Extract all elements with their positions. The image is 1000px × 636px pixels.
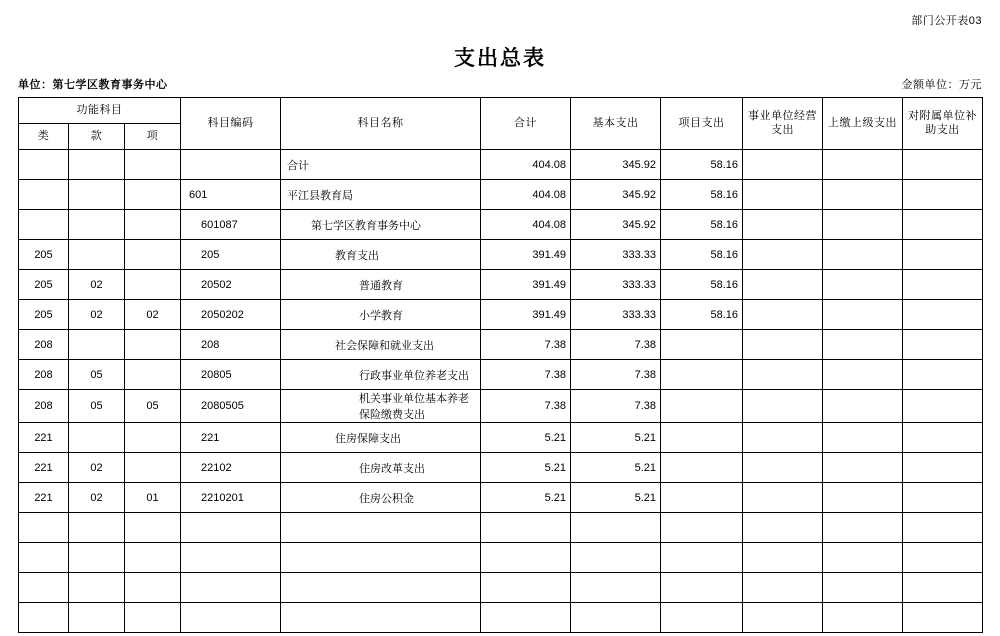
cell-project [661,453,743,483]
table-row [19,360,983,390]
cell-total [481,543,571,573]
cell-xiang [125,150,181,180]
cell-total: 404.08 [481,210,571,240]
cell-code: 208 [181,330,281,360]
cell-total [481,573,571,603]
table-row [19,423,983,453]
table-row [19,270,983,300]
cell-subsidy [903,150,983,180]
cell-subsidy [903,573,983,603]
cell-basic: 333.33 [571,270,661,300]
cell-name [281,573,481,603]
cell-business [743,543,823,573]
cell-upper [823,150,903,180]
cell-basic: 7.38 [571,360,661,390]
cell-code: 20805 [181,360,281,390]
cell-project: 58.16 [661,270,743,300]
cell-kuan [69,513,125,543]
cell-subsidy [903,210,983,240]
cell-basic [571,603,661,633]
cell-code: 2080505 [181,390,281,423]
cell-project: 58.16 [661,180,743,210]
cell-kuan [69,150,125,180]
header-basic: 基本支出 [571,98,661,150]
cell-upper [823,300,903,330]
cell-subsidy [903,360,983,390]
cell-subsidy [903,603,983,633]
cell-name [281,603,481,633]
document-meta [18,76,982,92]
cell-basic: 345.92 [571,210,661,240]
cell-xiang [125,330,181,360]
cell-business [743,423,823,453]
cell-kuan [69,330,125,360]
cell-total: 7.38 [481,330,571,360]
cell-total: 391.49 [481,270,571,300]
cell-name: 社会保障和就业支出 [281,330,481,360]
header-kuan: 款 [69,124,125,150]
cell-code: 2210201 [181,483,281,513]
cell-upper [823,240,903,270]
cell-basic: 5.21 [571,423,661,453]
cell-project: 58.16 [661,240,743,270]
cell-subsidy [903,240,983,270]
cell-kuan [69,210,125,240]
cell-xiang: 05 [125,390,181,423]
amount-unit-label: 金额单位：万元 [901,79,982,91]
cell-kuan: 02 [69,270,125,300]
cell-lei [19,573,69,603]
cell-lei [19,543,69,573]
cell-upper [823,270,903,300]
cell-total [481,513,571,543]
header-upper: 上缴上级支出 [823,98,903,150]
cell-upper [823,390,903,423]
cell-business [743,360,823,390]
cell-basic: 7.38 [571,330,661,360]
cell-upper [823,603,903,633]
cell-code [181,543,281,573]
cell-total: 404.08 [481,150,571,180]
table-row [19,210,983,240]
unit-label: 单位：第七学区教育事务中心 [18,79,168,91]
cell-lei: 208 [19,330,69,360]
cell-upper [823,360,903,390]
cell-xiang [125,573,181,603]
cell-kuan [69,180,125,210]
cell-name: 合计 [281,150,481,180]
cell-code: 601 [181,180,281,210]
cell-code: 601087 [181,210,281,240]
table-row [19,603,983,633]
cell-project [661,513,743,543]
cell-business [743,453,823,483]
cell-project: 58.16 [661,300,743,330]
header-name: 科目名称 [281,98,481,150]
cell-upper [823,513,903,543]
cell-name: 住房改革支出 [281,453,481,483]
cell-name: 普通教育 [281,270,481,300]
cell-xiang [125,360,181,390]
cell-code: 205 [181,240,281,270]
cell-code: 22102 [181,453,281,483]
cell-upper [823,483,903,513]
cell-lei [19,603,69,633]
cell-subsidy [903,390,983,423]
table-row [19,513,983,543]
cell-business [743,270,823,300]
cell-kuan [69,240,125,270]
cell-xiang: 02 [125,300,181,330]
cell-xiang [125,543,181,573]
table-row [19,390,983,423]
cell-subsidy [903,423,983,453]
cell-kuan: 05 [69,360,125,390]
cell-business [743,210,823,240]
cell-subsidy [903,330,983,360]
cell-kuan [69,423,125,453]
cell-project [661,330,743,360]
cell-business [743,300,823,330]
cell-kuan [69,543,125,573]
cell-total: 404.08 [481,180,571,210]
cell-lei [19,513,69,543]
cell-lei: 205 [19,270,69,300]
table-row [19,543,983,573]
cell-xiang [125,240,181,270]
cell-kuan [69,573,125,603]
cell-lei: 205 [19,300,69,330]
cell-code: 2050202 [181,300,281,330]
cell-subsidy [903,513,983,543]
header-xiang: 项 [125,124,181,150]
table-row [19,453,983,483]
cell-basic: 333.33 [571,300,661,330]
cell-name: 住房公积金 [281,483,481,513]
cell-subsidy [903,180,983,210]
cell-kuan [69,603,125,633]
cell-project [661,573,743,603]
table-row [19,150,983,180]
cell-upper [823,573,903,603]
cell-total: 391.49 [481,300,571,330]
cell-business [743,150,823,180]
cell-xiang [125,453,181,483]
cell-total: 7.38 [481,360,571,390]
cell-name: 机关事业单位基本养老保险缴费支出 [281,390,481,423]
cell-name [281,543,481,573]
header-project: 项目支出 [661,98,743,150]
cell-business [743,483,823,513]
table-body [19,150,983,633]
cell-upper [823,453,903,483]
cell-total [481,603,571,633]
cell-basic: 5.21 [571,483,661,513]
cell-subsidy [903,453,983,483]
table-row [19,483,983,513]
cell-basic [571,573,661,603]
table-row [19,573,983,603]
cell-lei: 208 [19,360,69,390]
cell-code [181,150,281,180]
cell-code: 20502 [181,270,281,300]
cell-total: 7.38 [481,390,571,423]
cell-subsidy [903,543,983,573]
cell-upper [823,180,903,210]
cell-total: 5.21 [481,483,571,513]
cell-basic [571,543,661,573]
header-subsidy: 对附属单位补助支出 [903,98,983,150]
cell-upper [823,423,903,453]
cell-business [743,390,823,423]
cell-upper [823,543,903,573]
expenditure-summary-table [18,97,983,633]
cell-lei: 221 [19,453,69,483]
cell-business [743,573,823,603]
header-total: 合计 [481,98,571,150]
header-code: 科目编码 [181,98,281,150]
cell-name: 小学教育 [281,300,481,330]
cell-business [743,330,823,360]
cell-upper [823,210,903,240]
cell-kuan: 02 [69,300,125,330]
cell-total: 5.21 [481,423,571,453]
cell-total: 391.49 [481,240,571,270]
cell-lei: 221 [19,423,69,453]
document-ref-label: 部门公开表03 [911,15,982,27]
table-header [19,98,983,150]
cell-xiang [125,423,181,453]
cell-code: 221 [181,423,281,453]
cell-code [181,513,281,543]
cell-total: 5.21 [481,453,571,483]
table-row [19,300,983,330]
cell-subsidy [903,483,983,513]
cell-kuan: 02 [69,453,125,483]
cell-name: 平江县教育局 [281,180,481,210]
cell-name: 教育支出 [281,240,481,270]
cell-xiang: 01 [125,483,181,513]
cell-basic: 5.21 [571,453,661,483]
cell-project [661,483,743,513]
cell-xiang [125,270,181,300]
cell-project [661,603,743,633]
cell-upper [823,330,903,360]
header-lei: 类 [19,124,69,150]
cell-name: 行政事业单位养老支出 [281,360,481,390]
cell-subsidy [903,270,983,300]
cell-lei [19,150,69,180]
cell-basic: 7.38 [571,390,661,423]
cell-basic: 345.92 [571,150,661,180]
cell-xiang [125,180,181,210]
cell-lei: 208 [19,390,69,423]
cell-code [181,603,281,633]
cell-project [661,360,743,390]
cell-lei [19,180,69,210]
header-business: 事业单位经营支出 [743,98,823,150]
cell-project [661,390,743,423]
page-title: 支出总表 [454,47,546,70]
cell-code [181,573,281,603]
cell-project [661,423,743,453]
cell-lei: 205 [19,240,69,270]
cell-subsidy [903,300,983,330]
cell-kuan: 05 [69,390,125,423]
cell-business [743,603,823,633]
table-row [19,240,983,270]
cell-xiang [125,603,181,633]
table-row [19,180,983,210]
cell-name: 第七学区教育事务中心 [281,210,481,240]
cell-basic [571,513,661,543]
cell-name [281,513,481,543]
header-functional-group: 功能科目 [19,98,181,124]
cell-kuan: 02 [69,483,125,513]
cell-project [661,543,743,573]
cell-lei [19,210,69,240]
cell-xiang [125,513,181,543]
cell-name: 住房保障支出 [281,423,481,453]
cell-basic: 345.92 [571,180,661,210]
cell-basic: 333.33 [571,240,661,270]
cell-lei: 221 [19,483,69,513]
table-row [19,330,983,360]
cell-xiang [125,210,181,240]
cell-business [743,180,823,210]
cell-project: 58.16 [661,210,743,240]
cell-business [743,240,823,270]
cell-business [743,513,823,543]
cell-project: 58.16 [661,150,743,180]
